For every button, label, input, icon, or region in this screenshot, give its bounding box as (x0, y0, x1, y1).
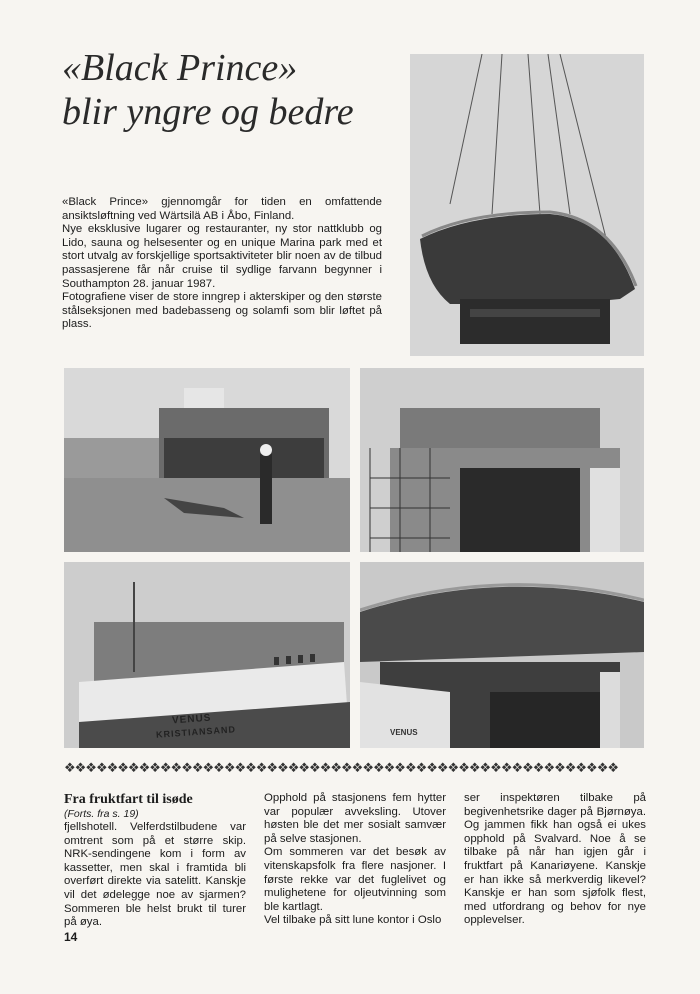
page-number: 14 (64, 930, 78, 944)
photo-stern-scaffolding (360, 368, 644, 552)
hull-name-venus: VENUS (171, 712, 212, 727)
photo-deck-worker (64, 368, 350, 552)
column-3-text: ser inspektøren tilbake på begivenhetsrike dager på Bjørnøya. Og jammen fikk han også ei ukes opphold på Svalvard. Noe å se tilbake på når han igjen går i fruktfart på Kanariøyene. Kanskje er han ikke så merkverdig likevel? Kanskje er han som sjøfolk flest, med utfordrang og behov for nye opplevelser. (464, 792, 646, 927)
column-1-text: fjellshotell. Velferdstilbudene var omtrent som på et større skip. NRK-sendingene kom i form av kassetter, men skal i framtida bli overført direkte via satelitt. Kanskje vil det ødelegge noe av sjarmen? Sommeren ble helst brukt til turer på øya. (64, 821, 246, 929)
photo-lifted-section (410, 54, 644, 356)
hull-name-venus-2: VENUS (390, 728, 418, 737)
title-line-2: blir yngre og bedre (62, 91, 354, 133)
section-heading: Fra fruktfart til isøde (64, 792, 193, 807)
intro-paragraph-1: «Black Prince» gjennomgår for tiden en omfattende ansiktsløftning ved Wärtsilä AB i Åbo, Finland. (62, 196, 382, 222)
decorative-divider: ❖❖❖❖❖❖❖❖❖❖❖❖❖❖❖❖❖❖❖❖❖❖❖❖❖❖❖❖❖❖❖❖❖❖❖❖❖❖❖❖❖❖❖❖❖❖❖❖❖❖❖❖ (64, 760, 619, 775)
article-title (62, 46, 392, 134)
article-column-3 (464, 792, 646, 928)
intro-text (62, 196, 382, 332)
article-column-2 (264, 792, 446, 928)
photo-stern-section (360, 562, 644, 748)
article-column-1 (64, 792, 246, 930)
continued-note: (Forts. fra s. 19) (64, 808, 139, 820)
column-2-paragraph-3: Vel tilbake på sitt lune kontor i Oslo (264, 914, 442, 927)
intro-paragraph-3: Fotografiene viser de store inngrep i akterskiper og den største stålseksjonen med badebasseng og solamfi som blir løftet på plass. (62, 291, 382, 331)
column-2-paragraph-1: Opphold på stasjonens fem hytter var populær avveksling. Utover høsten ble det mer sosialt samvær på selve stasjonen. (264, 792, 446, 845)
title-line-1: «Black Prince» (62, 47, 298, 89)
intro-paragraph-2: Nye eksklusive lugarer og restauranter, ny stor nattklubb og Lido, sauna og helsesenter og en unique Marina park med et stort utvalg av forskjellige sportsaktiviteter blir noen av de tilbud passasjerene får når cruise til sydlige farvann begynner i Southampton 28. januar 1987. (62, 223, 382, 290)
column-2-paragraph-2: Om sommeren var det besøk av vitenskapsfolk fra flere nasjoner. I første rekke var det fuglelivet og mulighetene for oljeutvinning som ble kartlagt. (264, 846, 446, 913)
photo-venus-hull (64, 562, 350, 748)
hull-port-kristiansand: KRISTIANSAND (155, 724, 237, 740)
